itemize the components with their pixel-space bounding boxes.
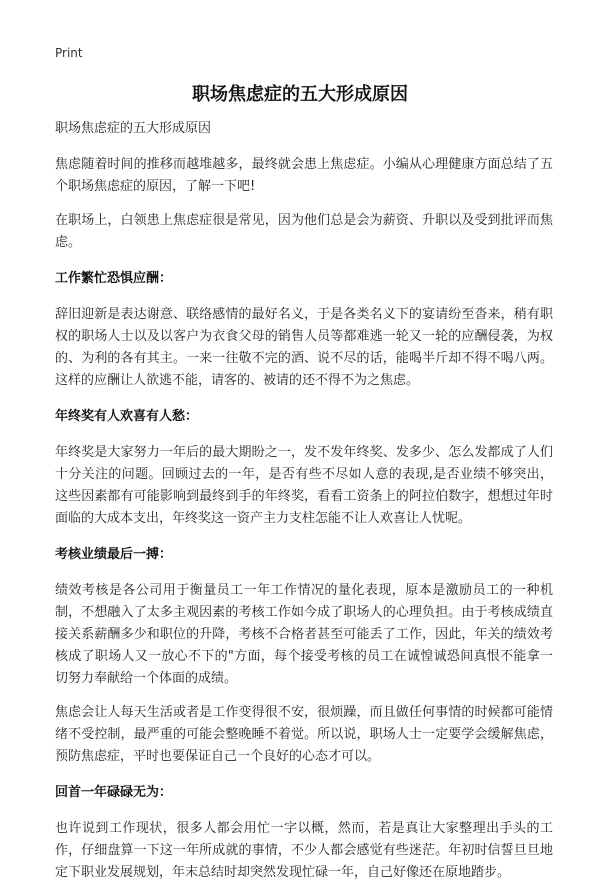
section-heading: 回首一年碌碌无为：: [55, 785, 173, 800]
section-heading: 工作繁忙恐惧应酬：: [55, 271, 173, 286]
article-subtitle: 职场焦虑症的五大形成原因: [55, 121, 212, 136]
page-title: 职场焦虑症的五大形成原因: [192, 84, 408, 105]
print-link[interactable]: Print: [55, 46, 83, 60]
intro-paragraph: 在职场上，白领患上焦虑症很是常见，因为他们总是会为薪资、升职以及受到批评而焦虑。: [55, 213, 553, 250]
article-body: [55, 118, 553, 896]
section-paragraph: 辞旧迎新是表达谢意、联络感情的最好名义，于是各类名义下的宴请纷至沓来，稍有职权的职场人士以及以客户为衣食父母的销售人员等都难逃一轮又一轮的应酬侵袭，为权的、为利的各有其主。一来一往敬不完的酒、说不尽的话，能喝半斤却不得不喝八两。这样的应酬让人欲逃不能，请客的、被请的还不得不为之焦虑。: [55, 307, 553, 388]
section-paragraph: 绩效考核是各公司用于衡量员工一年工作情况的量化表现，原本是激励员工的一种机制，不想融入了太多主观因素的考核工作如今成了职场人的心理负担。由于考核成绩直接关系薪酬多少和职位的升降，考核不合格者甚至可能丢了工作，因此，年关的绩效考核成了职场人又一放心不下的"方面，每个接受考核的员工在诚惶诚恐间真恨不能拿一切努力奉献给一个体面的成绩。: [55, 583, 553, 686]
section-paragraph: 焦虑会让人每天生活或者是工作变得很不安，很烦躁，而且做任何事情的时候都可能情绪不受控制，最严重的可能会整晚睡不着觉。所以说，职场人士一定要学会缓解焦虑，预防焦虑症，平时也要保证自己一个良好的心态才可以。: [55, 705, 553, 764]
intro-paragraph: 焦虑随着时间的推移而越堆越多，最终就会患上焦虑症。小编从心理健康方面总结了五个职场焦虑症的原因，了解一下吧!: [55, 157, 553, 194]
section-paragraph: 也许说到工作现状，很多人都会用忙一字以概，然而，若是真让大家整理出手头的工作，仔细盘算一下这一年所成就的事情，不少人都会感觉有些迷茫。年初时信誓旦旦地定下职业发展规划，年末总结时却突然发现忙碌一年，自己好像还在原地踏步。: [55, 821, 553, 880]
section-heading: 考核业绩最后一搏：: [55, 547, 173, 562]
section-heading: 年终奖有人欢喜有人愁：: [55, 409, 199, 424]
section-paragraph: 年终奖是大家努力一年后的最大期盼之一，发不发年终奖、发多少、怎么发都成了人们十分关注的问题。回顾过去的一年，是否有些不尽如人意的表现,是否业绩不够突出，这些因素都有可能影响到最终到手的年终奖，看看工资条上的阿拉伯数字，想想过年时面临的大成本支出，年终奖这一资产主力支柱怎能不让人欢喜让人忧呢。: [55, 445, 553, 526]
